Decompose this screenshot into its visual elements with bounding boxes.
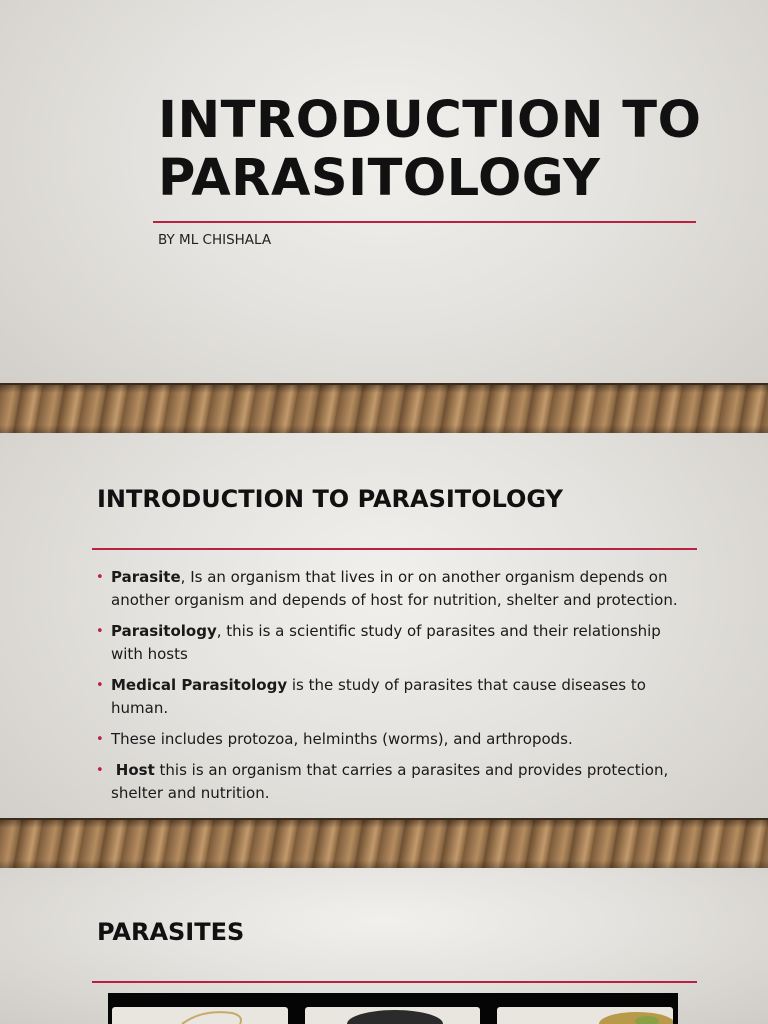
bullet-dot-icon: • xyxy=(96,732,104,747)
bullet-item xyxy=(96,674,694,720)
heading-divider xyxy=(92,981,697,983)
bullet-text: this is an organism that carries a parasites and provides protection, shelter and nutrition. xyxy=(111,761,669,802)
bullet-item xyxy=(96,566,694,612)
bullet-text: , this is a scientific study of parasites and their relationship with hosts xyxy=(111,622,661,663)
slide-parasites xyxy=(0,866,768,1024)
organism-icon xyxy=(305,1007,480,1024)
presentation-title: INTRODUCTION TO PARASITOLOGY xyxy=(158,91,702,208)
bullet-dot-icon: • xyxy=(96,678,104,693)
parasite-image-microscope xyxy=(305,1007,480,1024)
wood-floor-decoration xyxy=(0,383,768,433)
bullet-text: is the study of parasites that cause diseases to human. xyxy=(111,676,646,717)
wood-floor-decoration xyxy=(0,818,768,868)
bullet-term: Host xyxy=(115,761,155,779)
slide-title-page xyxy=(0,0,768,433)
tick-icon xyxy=(497,1007,673,1024)
definition-list xyxy=(96,566,694,813)
heading-divider xyxy=(92,548,697,550)
bullet-dot-icon: • xyxy=(96,763,104,778)
slide-introduction xyxy=(0,433,768,866)
parasite-images xyxy=(108,993,678,1024)
bullet-item xyxy=(96,620,694,666)
bullet-dot-icon: • xyxy=(96,624,104,639)
bullet-term: Medical Parasitology xyxy=(111,676,288,694)
parasite-image-worm xyxy=(112,1007,288,1024)
bullet-item xyxy=(96,728,694,751)
title-divider xyxy=(153,221,696,223)
bullet-term: Parasite xyxy=(111,568,181,586)
slide-heading: INTRODUCTION TO PARASITOLOGY xyxy=(97,485,563,513)
parasite-image-tick xyxy=(497,1007,673,1024)
worm-icon xyxy=(112,1007,288,1024)
bullet-dot-icon: • xyxy=(96,570,104,585)
bullet-text: These includes protozoa, helminths (worms), and arthropods. xyxy=(111,730,573,748)
bullet-item xyxy=(96,759,694,805)
bullet-text: , Is an organism that lives in or on another organism depends on another organism and depends of host for nutrition, shelter and protection. xyxy=(111,568,678,609)
bullet-term: Parasitology xyxy=(111,622,217,640)
presentation-author: BY ML CHISHALA xyxy=(158,232,272,248)
slide-heading: PARASITES xyxy=(97,918,245,946)
